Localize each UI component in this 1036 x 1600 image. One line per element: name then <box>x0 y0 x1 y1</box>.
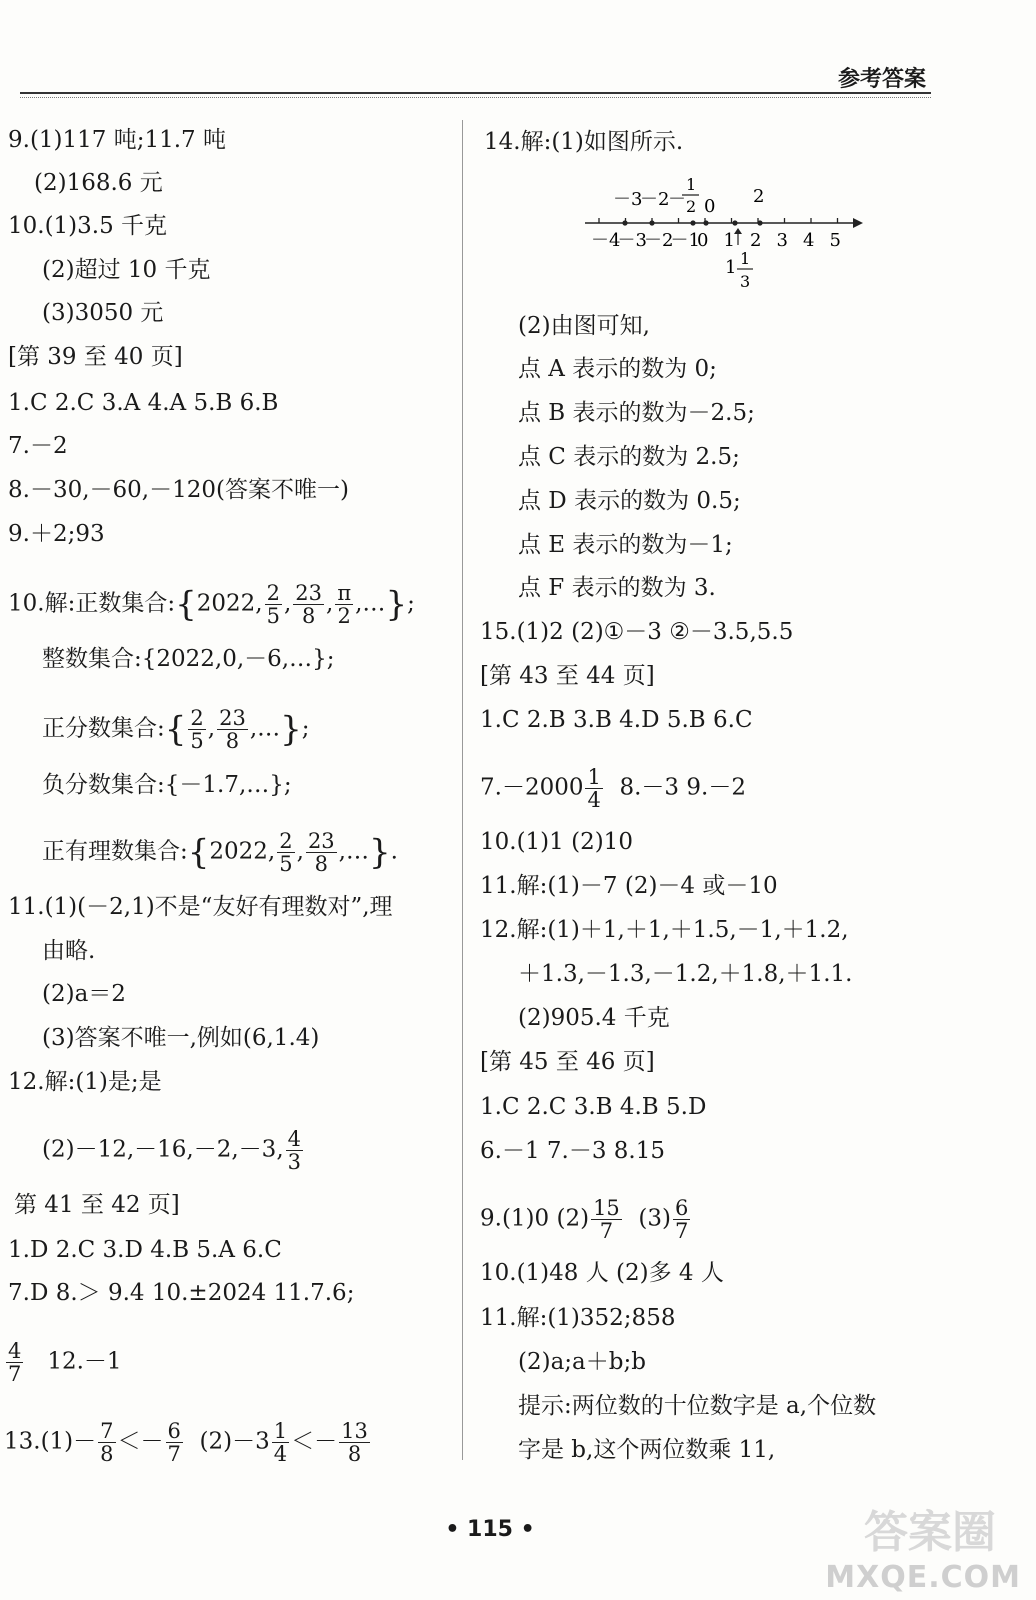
nl-point <box>622 220 627 225</box>
section-heading: 第 41 至 42 页] <box>14 1192 180 1218</box>
fraction: $\frac{6}{7}$ <box>167 1419 181 1466</box>
nl-tick-label: －2 <box>644 230 674 251</box>
answer-line: 11.(1)(－2,1)不是“友好有理数对”,理 <box>8 894 393 920</box>
answer-line: 10.(1)48 人 (2)多 4 人 <box>480 1260 724 1286</box>
answer-line: 6.－1 7.－3 8.15 <box>480 1138 665 1164</box>
answer-line: 13.(1)－ $\frac{7}{8}$ ＜－ $\frac{6}{7}$ (2)－3 $\frac{1}{4}$ ＜－ $\frac{13}{8}$ <box>4 1419 368 1466</box>
fraction: $\frac{2}{5}$ <box>266 581 280 628</box>
answer-line: 7.－2 <box>8 433 68 459</box>
fraction: $\frac{2}{5}$ <box>190 706 204 753</box>
answer-line: 15.(1)2 (2)①－3 ②－3.5,5.5 <box>480 619 794 645</box>
watermark: MXQE.COM <box>825 1560 1021 1595</box>
fraction: $\frac{1}{4}$ <box>587 765 601 812</box>
nl-frac-den: 3 <box>740 272 751 291</box>
answer-line: 点 F 表示的数为 3. <box>518 575 716 601</box>
answer-line: 7.D 8.＞ 9.4 10.±2024 11.7.6; <box>8 1280 355 1306</box>
fraction: $\frac{6}{7}$ <box>675 1196 689 1243</box>
answer-line: (2)－12,－16,－2,－3, $\frac{4}{3}$ <box>42 1127 301 1174</box>
fraction: $\frac{15}{7}$ <box>593 1196 620 1243</box>
answer-line: (2)a＝2 <box>42 981 126 1007</box>
answer-line: (2)168.6 元 <box>34 170 163 196</box>
answer-line: 9.(1)117 吨;11.7 吨 <box>8 127 227 153</box>
answer-line: 7.－2000 $\frac{1}{4}$ 8.－3 9.－2 <box>480 765 746 812</box>
answer-line: 14.解:(1)如图所示. <box>484 129 684 155</box>
answer-line: 点 B 表示的数为－2.5; <box>518 400 755 426</box>
nl-pointer-head <box>734 228 742 234</box>
nl-frac-den: 2 <box>686 197 697 216</box>
answer-line: 8.－30,－60,－120(答案不唯一) <box>8 477 349 503</box>
answer-line: 9.(1)0 (2) $\frac{15}{7}$ (3) $\frac{6}{7}$ <box>480 1196 689 1243</box>
answer-line: 1.C 2.B 3.B 4.D 5.B 6.C <box>480 707 753 733</box>
answer-line: 提示:两位数的十位数字是 a,个位数 <box>518 1393 877 1419</box>
header-title: 参考答案 <box>837 67 926 92</box>
answer-line: (2)由图可知, <box>518 313 650 339</box>
nl-frac-num: 1 <box>740 249 751 268</box>
nl-label: 2 <box>753 186 765 207</box>
watermark-logo: 答案圈 <box>864 1507 996 1558</box>
answer-line: 12.解:(1)是;是 <box>8 1069 162 1095</box>
column-divider <box>462 120 463 1460</box>
nl-label: － <box>668 189 686 210</box>
nl-point <box>690 220 695 225</box>
nl-label: －3 <box>613 189 643 210</box>
nl-tick-label: －4 <box>591 230 621 251</box>
answer-line: 点 A 表示的数为 0; <box>518 356 717 382</box>
nl-point <box>703 220 708 225</box>
fraction: $\frac{23}{8}$ <box>219 706 246 753</box>
section-heading: [第 39 至 40 页] <box>8 344 183 370</box>
nl-frac-num: 1 <box>686 175 697 194</box>
nl-tick-label: －1 <box>670 230 700 251</box>
answer-line: 点 E 表示的数为－1; <box>518 532 733 558</box>
fraction: $\frac{1}{4}$ <box>273 1419 288 1466</box>
nl-tick-label: 4 <box>803 230 815 251</box>
answer-line: 1.D 2.C 3.D 4.B 5.A 6.C <box>8 1237 282 1263</box>
answer-line-set: 10.解:正数集合:{2022, $\frac{2}{5}$ , $\frac{23}{8}$ , $\frac{\pi}{2}$ ,…}; <box>8 581 415 628</box>
answer-line: 10.(1)1 (2)10 <box>480 829 633 855</box>
answer-line: 11.解:(1)352;858 <box>480 1305 676 1331</box>
answer-line: 由略. <box>42 938 96 964</box>
answer-line: $\frac{4}{7}$ 12.－1 <box>8 1339 122 1386</box>
answer-line: ＋1.3,－1.3,－1.2,＋1.8,＋1.1. <box>518 961 853 987</box>
nl-label: －2 <box>640 189 670 210</box>
fraction: $\frac{23}{8}$ <box>295 581 322 628</box>
nl-point <box>757 220 762 225</box>
fraction: $\frac{4}{7}$ <box>8 1339 22 1386</box>
section-heading: [第 45 至 46 页] <box>480 1049 655 1075</box>
nl-point <box>732 220 737 225</box>
nl-tick-label: 3 <box>776 230 788 251</box>
answer-line: (3)3050 元 <box>42 300 164 326</box>
answer-line-set: 正有理数集合:{2022, $\frac{2}{5}$ , $\frac{23}{8}$ ,…}. <box>42 829 398 876</box>
answer-line-set: 正分数集合:{ $\frac{2}{5}$ , $\frac{23}{8}$ ,…}; <box>42 706 310 753</box>
answer-line: 11.解:(1)－7 (2)－4 或－10 <box>480 873 778 899</box>
fraction: $\frac{7}{8}$ <box>100 1419 114 1466</box>
fraction: $\frac{23}{8}$ <box>307 829 335 876</box>
nl-tick-label: 5 <box>829 230 841 251</box>
answer-line: (2)905.4 千克 <box>518 1005 670 1031</box>
answer-line: (3)答案不唯一,例如(6,1.4) <box>42 1025 320 1051</box>
nl-label: 1 <box>725 257 737 278</box>
page-number: • 115 • <box>445 1517 535 1542</box>
answer-line: 12.解:(1)＋1,＋1,＋1.5,－1,＋1.2, <box>480 917 849 943</box>
answer-line: 字是 b,这个两位数乘 11, <box>518 1437 776 1463</box>
answer-line: (2)a;a＋b;b <box>518 1349 646 1375</box>
nl-tick-label: 2 <box>750 230 762 251</box>
answer-line: 点 D 表示的数为 0.5; <box>518 488 741 514</box>
answer-line: 9.＋2;93 <box>8 521 105 547</box>
fraction: $\frac{4}{3}$ <box>287 1127 301 1174</box>
number-line-figure <box>585 170 865 295</box>
answer-line: 1.C 2.C 3.B 4.B 5.D <box>480 1094 707 1120</box>
fraction: $\frac{2}{5}$ <box>279 829 293 876</box>
answer-line: 1.C 2.C 3.A 4.A 5.B 6.B <box>8 390 279 416</box>
nl-tick-label: 0 <box>697 230 709 251</box>
answer-line: 整数集合:{2022,0,－6,…}; <box>42 646 335 672</box>
nl-label: 0 <box>704 196 716 217</box>
fraction: $\frac{13}{8}$ <box>341 1419 368 1466</box>
nl-tick-label: 1 <box>723 230 735 251</box>
answer-line: 负分数集合:{－1.7,…}; <box>42 772 292 798</box>
fraction: $\frac{\pi}{2}$ <box>337 581 352 628</box>
nl-point <box>649 220 654 225</box>
header-rule-dotted <box>20 97 931 98</box>
section-heading: [第 43 至 44 页] <box>480 663 655 689</box>
answer-line: 10.(1)3.5 千克 <box>8 213 168 239</box>
nl-arrow <box>853 218 863 228</box>
header-rule <box>20 92 931 94</box>
answer-line: 点 C 表示的数为 2.5; <box>518 444 740 470</box>
nl-tick-label: －3 <box>617 230 647 251</box>
answer-line: (2)超过 10 千克 <box>42 257 211 283</box>
